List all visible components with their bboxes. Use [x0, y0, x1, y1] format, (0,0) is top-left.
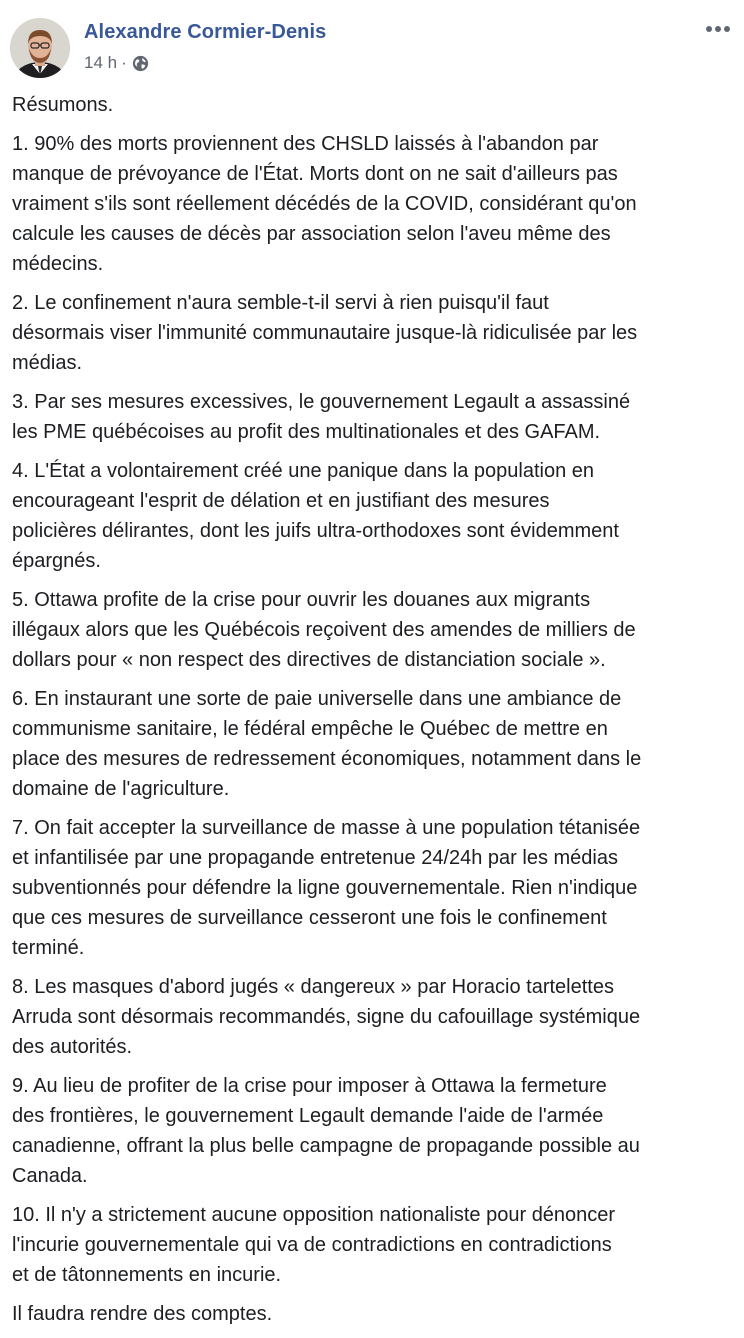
- post-body: [12, 90, 736, 1338]
- post-paragraph-point-6: 6. En instaurant une sorte de paie universelle dans une ambiance de communisme sanitaire, le fédéral empêche le Québec de mettre en place des mesures de redressement économiques, notamment dans le domaine de l'agriculture.: [12, 688, 642, 800]
- post-paragraph-conclusion: Il faudra rendre des comptes.: [12, 1303, 273, 1325]
- globe-icon[interactable]: [132, 55, 149, 72]
- post-paragraph-point-2: 2. Le confinement n'aura semble-t-il servi à rien puisqu'il faut désormais viser l'immunité communautaire jusque-là ridiculisée par les médias.: [12, 292, 638, 374]
- author-name-link[interactable]: Alexandre Cormier-Denis: [84, 21, 327, 43]
- post-paragraph-point-8: 8. Les masques d'abord jugés « dangereux » par Horacio tartelettes Arruda sont désormais recommandés, signe du cafouillage systémique des autorités.: [12, 976, 641, 1058]
- post-header: [0, 0, 744, 90]
- meta-separator: ·: [121, 53, 127, 72]
- post-paragraph-point-3: 3. Par ses mesures excessives, le gouvernement Legault a assassiné les PME québécoises au profit des multinationales et des GAFAM.: [12, 391, 631, 443]
- post-paragraph-point-7: 7. On fait accepter la surveillance de masse à une population tétanisée et infantilisée par une propagande entretenue 24/24h par les médias subventionnés pour défendre la ligne gouvernementale. Rien n'indique que ces mesures de surveillance cesseront une fois le confinement terminé.: [12, 817, 641, 959]
- more-options-button[interactable]: [700, 14, 736, 44]
- post-paragraph-point-9: 9. Au lieu de profiter de la crise pour imposer à Ottawa la fermeture des frontières, le gouvernement Legault demande l'aide de l'armée canadienne, offrant la plus belle campagne de propagande possible au Canada.: [12, 1075, 640, 1187]
- post-paragraph-point-5: 5. Ottawa profite de la crise pour ouvrir les douanes aux migrants illégaux alors que les Québécois reçoivent des amendes de milliers de dollars pour « non respect des directives de distanciation sociale ».: [12, 589, 636, 671]
- post-timestamp[interactable]: 14 h: [84, 53, 118, 72]
- post-paragraph-point-10: 10. Il n'y a strictement aucune opposition nationaliste pour dénoncer l'incurie gouvernementale qui va de contradictions en contradictions et de tâtonnements en incurie.: [12, 1204, 616, 1286]
- post-meta: [84, 53, 149, 73]
- post-paragraph-point-1: 1. 90% des morts proviennent des CHSLD laissés à l'abandon par manque de prévoyance de l'État. Morts dont on ne sait d'ailleurs pas vraiment s'ils sont réellement décédés de la COVID, considérant qu'on calcule les causes de décès par association selon l'aveu même des médecins.: [12, 133, 637, 275]
- more-options-icon: [705, 25, 731, 33]
- avatar-image: [10, 18, 70, 78]
- post-paragraph-intro: Résumons.: [12, 94, 114, 116]
- post-paragraph-point-4: 4. L'État a volontairement créé une panique dans la population en encourageant l'esprit de délation et en justifiant des mesures policières délirantes, dont les juifs ultra-orthodoxes sont évidemment épargnés.: [12, 460, 619, 572]
- author-avatar[interactable]: [10, 18, 70, 78]
